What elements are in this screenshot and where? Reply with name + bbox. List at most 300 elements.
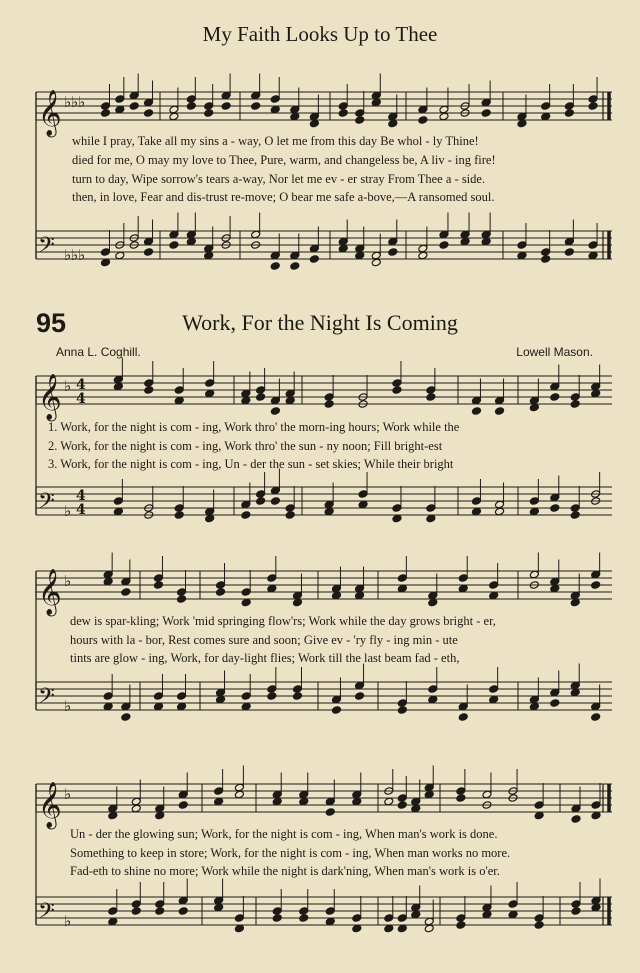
note-head [388,119,398,128]
note-head [108,811,118,820]
note-head [103,692,113,701]
note-head [541,112,551,121]
note-head [564,102,574,111]
note-head [495,407,505,416]
note-head [290,112,300,121]
note-head [251,230,261,239]
note-head [384,924,394,933]
note-head [397,706,407,715]
note-head [397,574,407,583]
note-head [234,790,244,799]
note-head [153,574,163,583]
note-head [460,237,470,246]
note-head [517,241,527,250]
note-head [570,591,580,600]
note-head [588,241,598,250]
note-head [411,797,421,806]
note-head [256,490,266,499]
note-head [481,230,491,239]
note-head [178,907,188,916]
note-head [267,574,277,583]
note-head [355,244,365,253]
note-head [384,797,394,806]
note-head [591,713,601,722]
note-head [293,591,303,600]
note-head [169,112,179,121]
note-head [241,702,251,711]
note-head [591,570,601,579]
note-head [338,237,348,246]
note-head [144,386,154,395]
lyric-line: Un - der the glowing sun; Work, for the night is com - ing, When man's work is done. [70,827,498,841]
note-head [550,382,560,391]
note-head [204,102,214,111]
note-head [529,403,539,412]
note-head [186,102,196,111]
note-head [270,407,280,416]
note-head [458,574,468,583]
note-head [169,230,179,239]
flat-icon: ♭ [78,93,86,112]
note-head [591,896,601,905]
note-head [129,91,139,100]
note-head [397,914,407,923]
note-head [517,251,527,260]
note-head [113,507,123,516]
note-head [270,486,280,495]
note-head [570,511,580,520]
note-head [221,91,231,100]
note-head [153,692,163,701]
note-head [108,804,118,813]
note-head [428,685,438,694]
note-head [489,695,499,704]
note-head [113,375,123,384]
note-head [384,914,394,923]
note-head [570,598,580,607]
note-head [392,514,402,523]
note-head [331,591,341,600]
note-head [178,790,188,799]
note-head [270,396,280,405]
note-head [234,783,244,792]
note-head [216,581,226,590]
note-head [174,396,184,405]
note-head [550,584,560,593]
note-head [256,386,266,395]
note-head [388,248,398,257]
note-head [426,504,436,513]
note-head [144,248,154,257]
lyric-line: then, in love, Fear and dis-trust re-move; O bear me safe a-bove,—A ransomed soul. [72,190,495,204]
note-head [144,109,154,118]
note-head [481,98,491,107]
note-head [591,389,601,398]
note-head [103,702,113,711]
note-head [411,903,421,912]
note-head [121,588,131,597]
note-head [428,695,438,704]
note-head [331,584,341,593]
note-head [241,500,251,509]
note-head [155,900,165,909]
note-head [309,255,319,264]
note-head [355,584,365,593]
note-head [214,787,224,796]
note-head [550,688,560,697]
lyric-line: turn to day, Wipe sorrow's tears a-way, Nor let me ev - er stray From Thee a - side. [72,172,486,186]
note-head [352,790,362,799]
note-head [131,907,141,916]
note-head [424,924,434,933]
note-head [108,917,118,926]
note-head [177,702,187,711]
bass-clef-icon: 𝄢 [38,489,55,519]
note-head [153,581,163,590]
note-head [591,801,601,810]
note-head [426,514,436,523]
note-head [458,584,468,593]
note-head [177,595,187,604]
note-head [216,688,226,697]
note-head [270,251,280,260]
note-head [471,507,481,516]
note-head [267,692,277,701]
note-head [309,119,319,128]
note-head [534,811,544,820]
note-head [588,251,598,260]
note-head [267,685,277,694]
note-head [439,230,449,239]
note-head [550,504,560,513]
note-head [397,584,407,593]
note-head [178,801,188,810]
note-head [290,251,300,260]
note-head [177,588,187,597]
time-signature: 4 [76,391,86,407]
treble-clef-icon: 𝄞 [38,782,62,828]
note-head [155,811,165,820]
note-head [358,490,368,499]
note-head [299,914,309,923]
note-head [309,112,319,121]
note-head [270,95,280,104]
note-head [591,903,601,912]
note-head [541,248,551,257]
flat-icon: ♭ [64,377,72,396]
note-head [290,105,300,114]
note-head [424,917,434,926]
lyric-line: hours with la - bor, Rest comes sure and soon; Give ev - 'ry fly - ing min - ute [70,633,458,647]
note-head [204,244,214,253]
note-head [534,801,544,810]
note-head [299,907,309,916]
note-head [352,914,362,923]
note-head [418,251,428,260]
note-head [205,507,215,516]
note-head [352,924,362,933]
note-head [426,393,436,402]
note-head [495,507,505,516]
note-head [591,702,601,711]
author-credit: Anna L. Coghill. [56,345,141,359]
note-head [216,588,226,597]
note-head [550,699,560,708]
note-head [534,914,544,923]
note-head [418,116,428,125]
note-head [517,112,527,121]
flat-icon: ♭ [64,912,72,931]
note-head [267,584,277,593]
note-head [424,783,434,792]
note-head [456,921,466,930]
time-signature: 4 [76,488,86,504]
note-head [355,109,365,118]
hymn-number: 95 [36,308,67,338]
lyric-line: dew is spar-kling; Work 'mid springing flow'rs; Work while the day grows bright - er, [70,614,496,628]
note-head [214,903,224,912]
note-head [101,109,111,118]
note-head [392,386,402,395]
note-head [371,98,381,107]
note-head [388,237,398,246]
note-head [101,258,111,267]
note-head [397,794,407,803]
note-head [324,500,334,509]
note-head [570,393,580,402]
note-head [541,102,551,111]
note-head [426,386,436,395]
note-head [424,790,434,799]
note-head [216,695,226,704]
note-head [495,500,505,509]
note-head [205,514,215,523]
note-head [529,507,539,516]
note-head [588,95,598,104]
note-head [324,400,334,409]
note-head [482,903,492,912]
note-head [270,262,280,271]
note-head [550,493,560,502]
note-head [529,497,539,506]
note-head [270,105,280,114]
note-head [570,688,580,697]
note-head [588,102,598,111]
flat-icon: ♭ [64,93,72,112]
note-head [272,907,282,916]
hymn-title-top: My Faith Looks Up to Thee [202,22,438,46]
note-head [439,112,449,121]
note-head [325,907,335,916]
lyric-line: Fad-eth to shine no more; Work while the night is dark'ning, When man's work is o'er. [70,864,500,878]
note-head [471,396,481,405]
note-head [411,910,421,919]
note-head [529,702,539,711]
composer-credit: Lowell Mason. [516,345,593,359]
lyric-line: died for me, O may my love to Thee, Pure, warm, and changeless be, A liv - ing fire! [72,153,496,167]
note-head [495,396,505,405]
note-head [174,386,184,395]
note-head [418,105,428,114]
note-head [285,396,295,405]
note-head [471,407,481,416]
note-head [103,570,113,579]
note-head [571,815,581,824]
note-head [591,581,601,590]
note-head [338,102,348,111]
note-head [299,790,309,799]
note-head [177,692,187,701]
note-head [204,251,214,260]
note-head [324,393,334,402]
note-head [456,787,466,796]
note-head [234,914,244,923]
note-head [508,900,518,909]
note-head [205,379,215,388]
note-head [371,258,381,267]
flat-icon: ♭ [71,246,79,265]
note-head [241,389,251,398]
note-head [397,801,407,810]
note-head [458,702,468,711]
note-head [169,105,179,114]
note-head [570,400,580,409]
bass-clef-icon: 𝄢 [38,899,55,929]
note-head [241,511,251,520]
note-head [517,119,527,128]
note-head [338,109,348,118]
note-head [489,591,499,600]
note-head [285,511,295,520]
note-head [428,598,438,607]
note-head [355,681,365,690]
note-head [186,95,196,104]
note-head [272,914,282,923]
note-head [272,797,282,806]
note-head [324,507,334,516]
note-head [358,500,368,509]
note-head [371,91,381,100]
note-head [241,692,251,701]
note-head [204,109,214,118]
treble-clef-icon: 𝄞 [38,90,62,136]
note-head [331,706,341,715]
note-head [270,497,280,506]
note-head [489,685,499,694]
note-head [529,396,539,405]
note-head [571,804,581,813]
note-head [352,797,362,806]
note-head [251,102,261,111]
note-head [550,577,560,586]
note-head [564,237,574,246]
note-head [534,921,544,930]
bass-clef-icon: 𝄢 [38,684,55,714]
note-head [103,577,113,586]
note-head [214,797,224,806]
lyric-line: Something to keep in store; Work, for the night is com - ing, When man works no more. [70,846,511,860]
note-head [144,98,154,107]
note-head [153,702,163,711]
note-head [272,790,282,799]
lyric-line: 3. Work, for the night is com - ing, Un - der the sun - set skies; While their bright [48,457,454,471]
note-head [113,497,123,506]
note-head [131,797,141,806]
note-head [309,244,319,253]
flat-icon: ♭ [78,246,86,265]
note-head [290,262,300,271]
note-head [221,102,231,111]
note-head [481,237,491,246]
lyric-line: tints are glow - ing, Work, for day-light flies; Work till the last beam fad - eth, [70,651,460,665]
note-head [458,713,468,722]
note-head [241,588,251,597]
note-head [144,379,154,388]
note-head [174,504,184,513]
note-head [456,794,466,803]
note-head [241,396,251,405]
note-head [392,504,402,513]
note-head [121,702,131,711]
note-head [115,251,125,260]
note-head [355,591,365,600]
note-head [471,497,481,506]
note-head [325,808,335,817]
note-head [293,598,303,607]
note-head [482,910,492,919]
note-head [570,681,580,690]
note-head [178,896,188,905]
note-head [285,389,295,398]
note-head [155,907,165,916]
note-head [591,382,601,391]
note-head [113,382,123,391]
note-head [529,695,539,704]
note-head [355,116,365,125]
note-head [101,248,111,257]
flat-icon: ♭ [64,502,72,521]
note-head [169,241,179,250]
note-head [241,598,251,607]
note-head [529,570,539,579]
note-head [439,241,449,250]
note-head [293,685,303,694]
note-head [214,896,224,905]
note-head [108,907,118,916]
note-head [355,251,365,260]
time-signature: 4 [76,502,86,518]
note-head [101,102,111,111]
note-head [115,95,125,104]
note-head [293,692,303,701]
flat-icon: ♭ [71,93,79,112]
note-head [355,692,365,701]
note-head [564,248,574,257]
note-head [428,591,438,600]
note-head [397,924,407,933]
note-head [541,255,551,264]
note-head [186,237,196,246]
note-head [174,511,184,520]
note-head [251,91,261,100]
note-head [325,797,335,806]
flat-icon: ♭ [64,572,72,591]
note-head [439,105,449,114]
note-head [482,790,492,799]
hymn-title: Work, For the Night Is Coming [182,310,458,335]
flat-icon: ♭ [64,697,72,716]
note-head [591,811,601,820]
